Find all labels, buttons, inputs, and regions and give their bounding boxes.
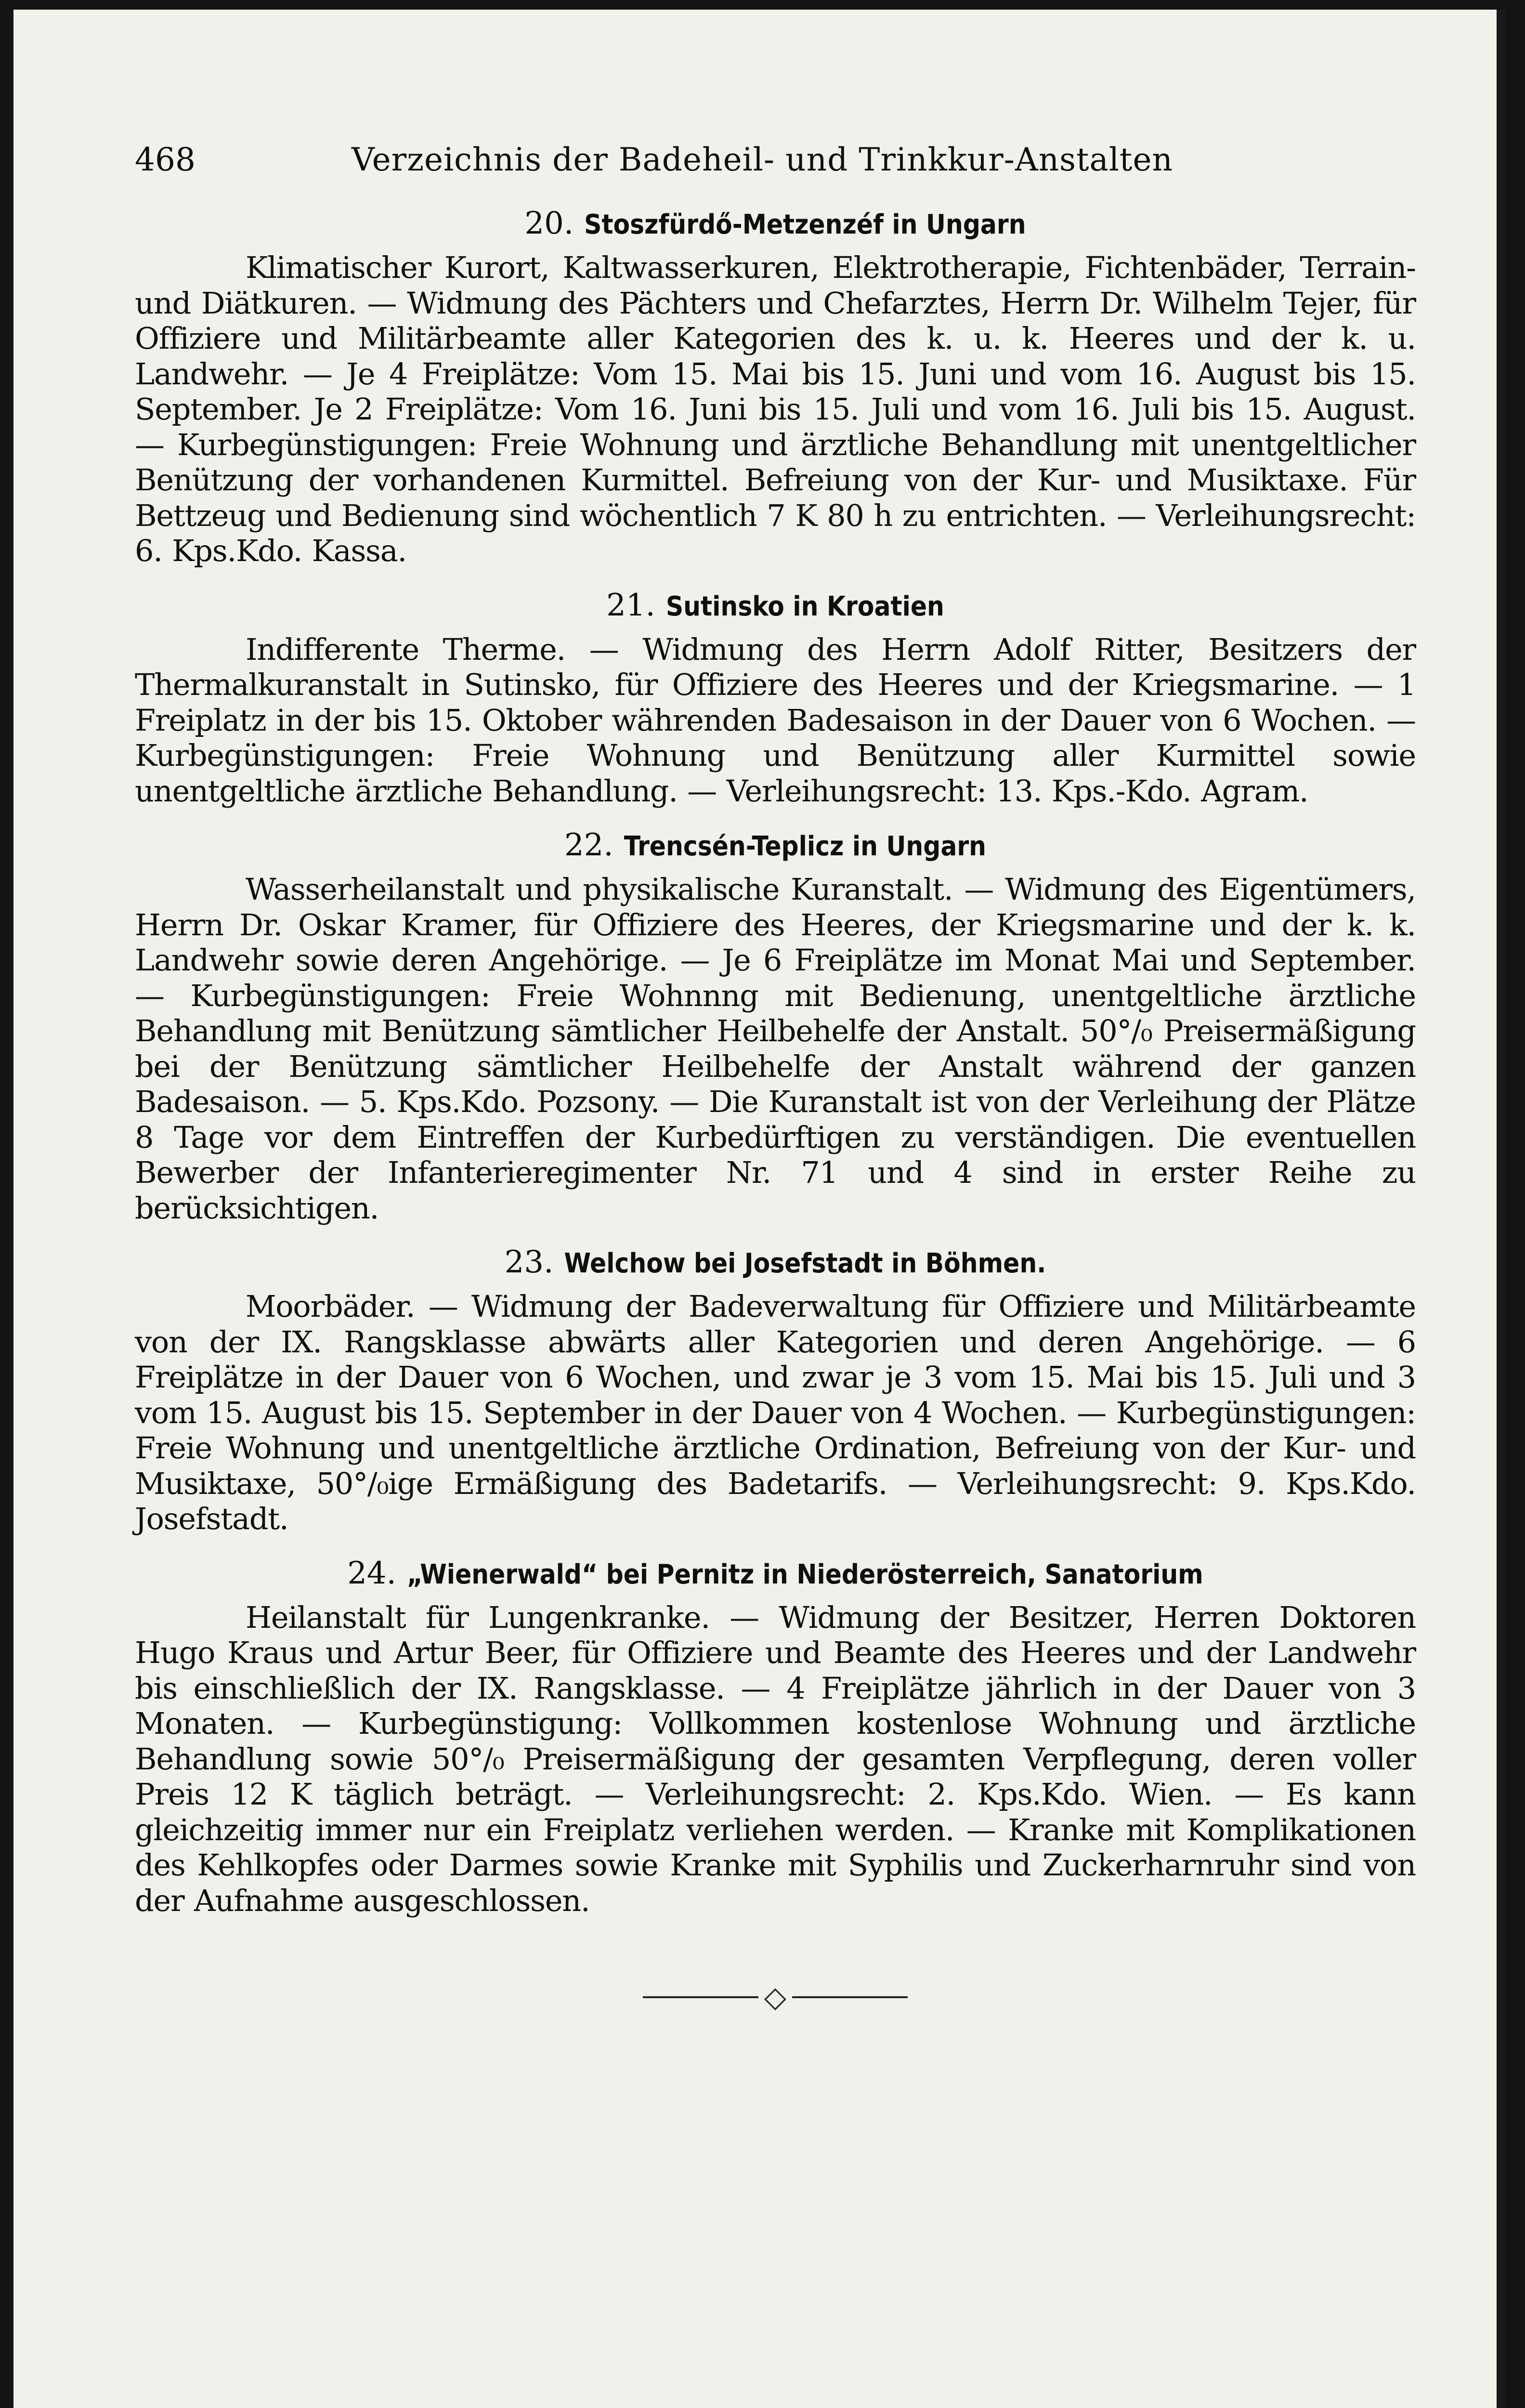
ornament-rule-right — [792, 1996, 908, 1998]
entry-23 — [135, 1243, 1416, 1537]
entry-text: Moorbäder. — Widmung der Badeverwaltung für Offiziere und Militärbeamte von der IX. Rangsklasse abwärts aller Kategorien und deren Angehörige. — 6 Freiplätze in der Dauer von 6 Wochen, und zwar je 3 vom 15. Mai bis 15. Juli und 3 vom 15. August bis 15. September in der Dauer von 4 Wochen. — Kurbegünstigungen: Freie Wohnung und unentgeltliche ärztliche Ordination, Befreiung von der Kur- und Musiktaxe, 50°/₀ige Ermäßigung des Badetarifs. — Verleihungsrecht: 9. Kps.Kdo. Josefstadt. — [135, 1289, 1416, 1536]
entry-24 — [135, 1554, 1416, 1919]
entry-title: Sutinsko in Kroatien — [665, 590, 944, 622]
entry-number: 21. — [606, 587, 655, 623]
running-title: Verzeichnis der Badeheil- und Trinkkur-Anstalten — [352, 141, 1173, 178]
entry-heading — [135, 1243, 1416, 1283]
entry-title: „Wienerwald“ bei Pernitz in Niederösterreich, Sanatorium — [406, 1558, 1203, 1590]
entry-text: Heilanstalt für Lungenkranke. — Widmung der Besitzer, Herren Doktoren Hugo Kraus und Artur Beer, für Offiziere und Beamte des Heeres und der Landwehr bis einschließlich der IX. Rangsklasse. — 4 Freiplätze jährlich in der Dauer von 3 Monaten. — Kurbegünstigung: Vollkommen kostenlose Wohnung und ärztliche Behandlung sowie 50°/₀ Preisermäßigung der gesamten Verpflegung, deren voller Preis 12 K täglich beträgt. — Verleihungsrecht: 2. Kps.Kdo. Wien. — Es kann gleichzeitig immer nur ein Freiplatz verliehen werden. — Kranke mit Komplikationen des Kehlkopfes oder Darmes sowie Kranke mit Syphilis und Zuckerharnruhr sind von der Aufnahme ausgeschlossen. — [135, 1599, 1416, 1918]
entry-number: 20. — [524, 206, 574, 241]
page-number: 468 — [135, 141, 196, 178]
entry-heading — [135, 1554, 1416, 1594]
entry-title: Welchow bei Josefstadt in Böhmen. — [564, 1248, 1046, 1279]
entry-heading — [135, 826, 1416, 866]
book-page — [13, 10, 1505, 2408]
entry-heading — [135, 586, 1416, 626]
text-column — [135, 141, 1416, 2015]
ornament-rule-left — [643, 1996, 758, 1998]
entry-title: Trencsén-Teplicz in Ungarn — [624, 831, 987, 862]
entry-title: Stoszfürdő-Metzenzéf in Ungarn — [584, 209, 1026, 240]
entry-heading — [135, 204, 1416, 244]
entry-text: Klimatischer Kurort, Kaltwasserkuren, Elektrotherapie, Fichtenbäder, Terrain- und Diätkuren. — Widmung des Pächters und Chefarztes, Herrn Dr. Wilhelm Tejer, für Offiziere und Militärbeamte aller Kategorien des k. u. k. Heeres und der k. u. Landwehr. — Je 4 Freiplätze: Vom 15. Mai bis 15. Juni und vom 16. August bis 15. September. Je 2 Freiplätze: Vom 16. Juni bis 15. Juli und vom 16. Juli bis 15. August. — Kurbegünstigungen: Freie Wohnung und ärztliche Behandlung mit unentgeltlicher Benützung der vorhandenen Kurmittel. Befreiung von der Kur- und Musiktaxe. Für Bettzeug und Bedienung sind wöchentlich 7 K 80 h zu entrichten. — Verleihungsrecht: 6. Kps.Kdo. Kassa. — [135, 250, 1416, 568]
entry-number: 23. — [504, 1244, 554, 1280]
entry-22 — [135, 826, 1416, 1226]
entry-number: 22. — [564, 827, 613, 863]
entry-text: Indifferente Therme. — Widmung des Herrn Adolf Ritter, Besitzers der Thermalkuranstalt in Sutinsko, für Offiziere des Heeres und der Kriegsmarine. — 1 Freiplatz in der bis 15. Oktober währenden Badesaison in der Dauer von 6 Wochen. — Kurbegünstigungen: Freie Wohnung und Benützung aller Kurmittel sowie unentgeltliche ärztliche Behandlung. — Verleihungsrecht: 13. Kps.-Kdo. Agram. — [135, 631, 1416, 809]
running-header — [135, 141, 1416, 179]
entry-text: Wasserheilanstalt und physikalische Kuranstalt. — Widmung des Eigentümers, Herrn Dr. Oskar Kramer, für Offiziere des Heeres, der Kriegsmarine und der k. k. Landwehr sowie deren Angehörige. — Je 6 Freiplätze im Monat Mai und September. — Kurbegünstigungen: Freie Wohnnng mit Bedienung, unentgeltliche ärztliche Behandlung mit Benützung sämtlicher Heilbehelfe der Anstalt. 50°/₀ Preisermäßigung bei der Benützung sämtlicher Heilbehelfe der Anstalt während der ganzen Badesaison. — 5. Kps.Kdo. Pozsony. — Die Kuranstalt ist von der Verleihung der Plätze 8 Tage vor dem Eintreffen der Kurbedürftigen zu verständigen. Die eventuellen Bewerber der Infanterieregimenter Nr. 71 und 4 sind in erster Reihe zu berücksichtigen. — [135, 872, 1416, 1226]
entry-20 — [135, 204, 1416, 569]
section-end-ornament — [621, 1980, 929, 2015]
diamond-ornament-icon: ◇ — [764, 1980, 787, 2015]
entry-21 — [135, 586, 1416, 809]
entry-number: 24. — [347, 1555, 396, 1591]
